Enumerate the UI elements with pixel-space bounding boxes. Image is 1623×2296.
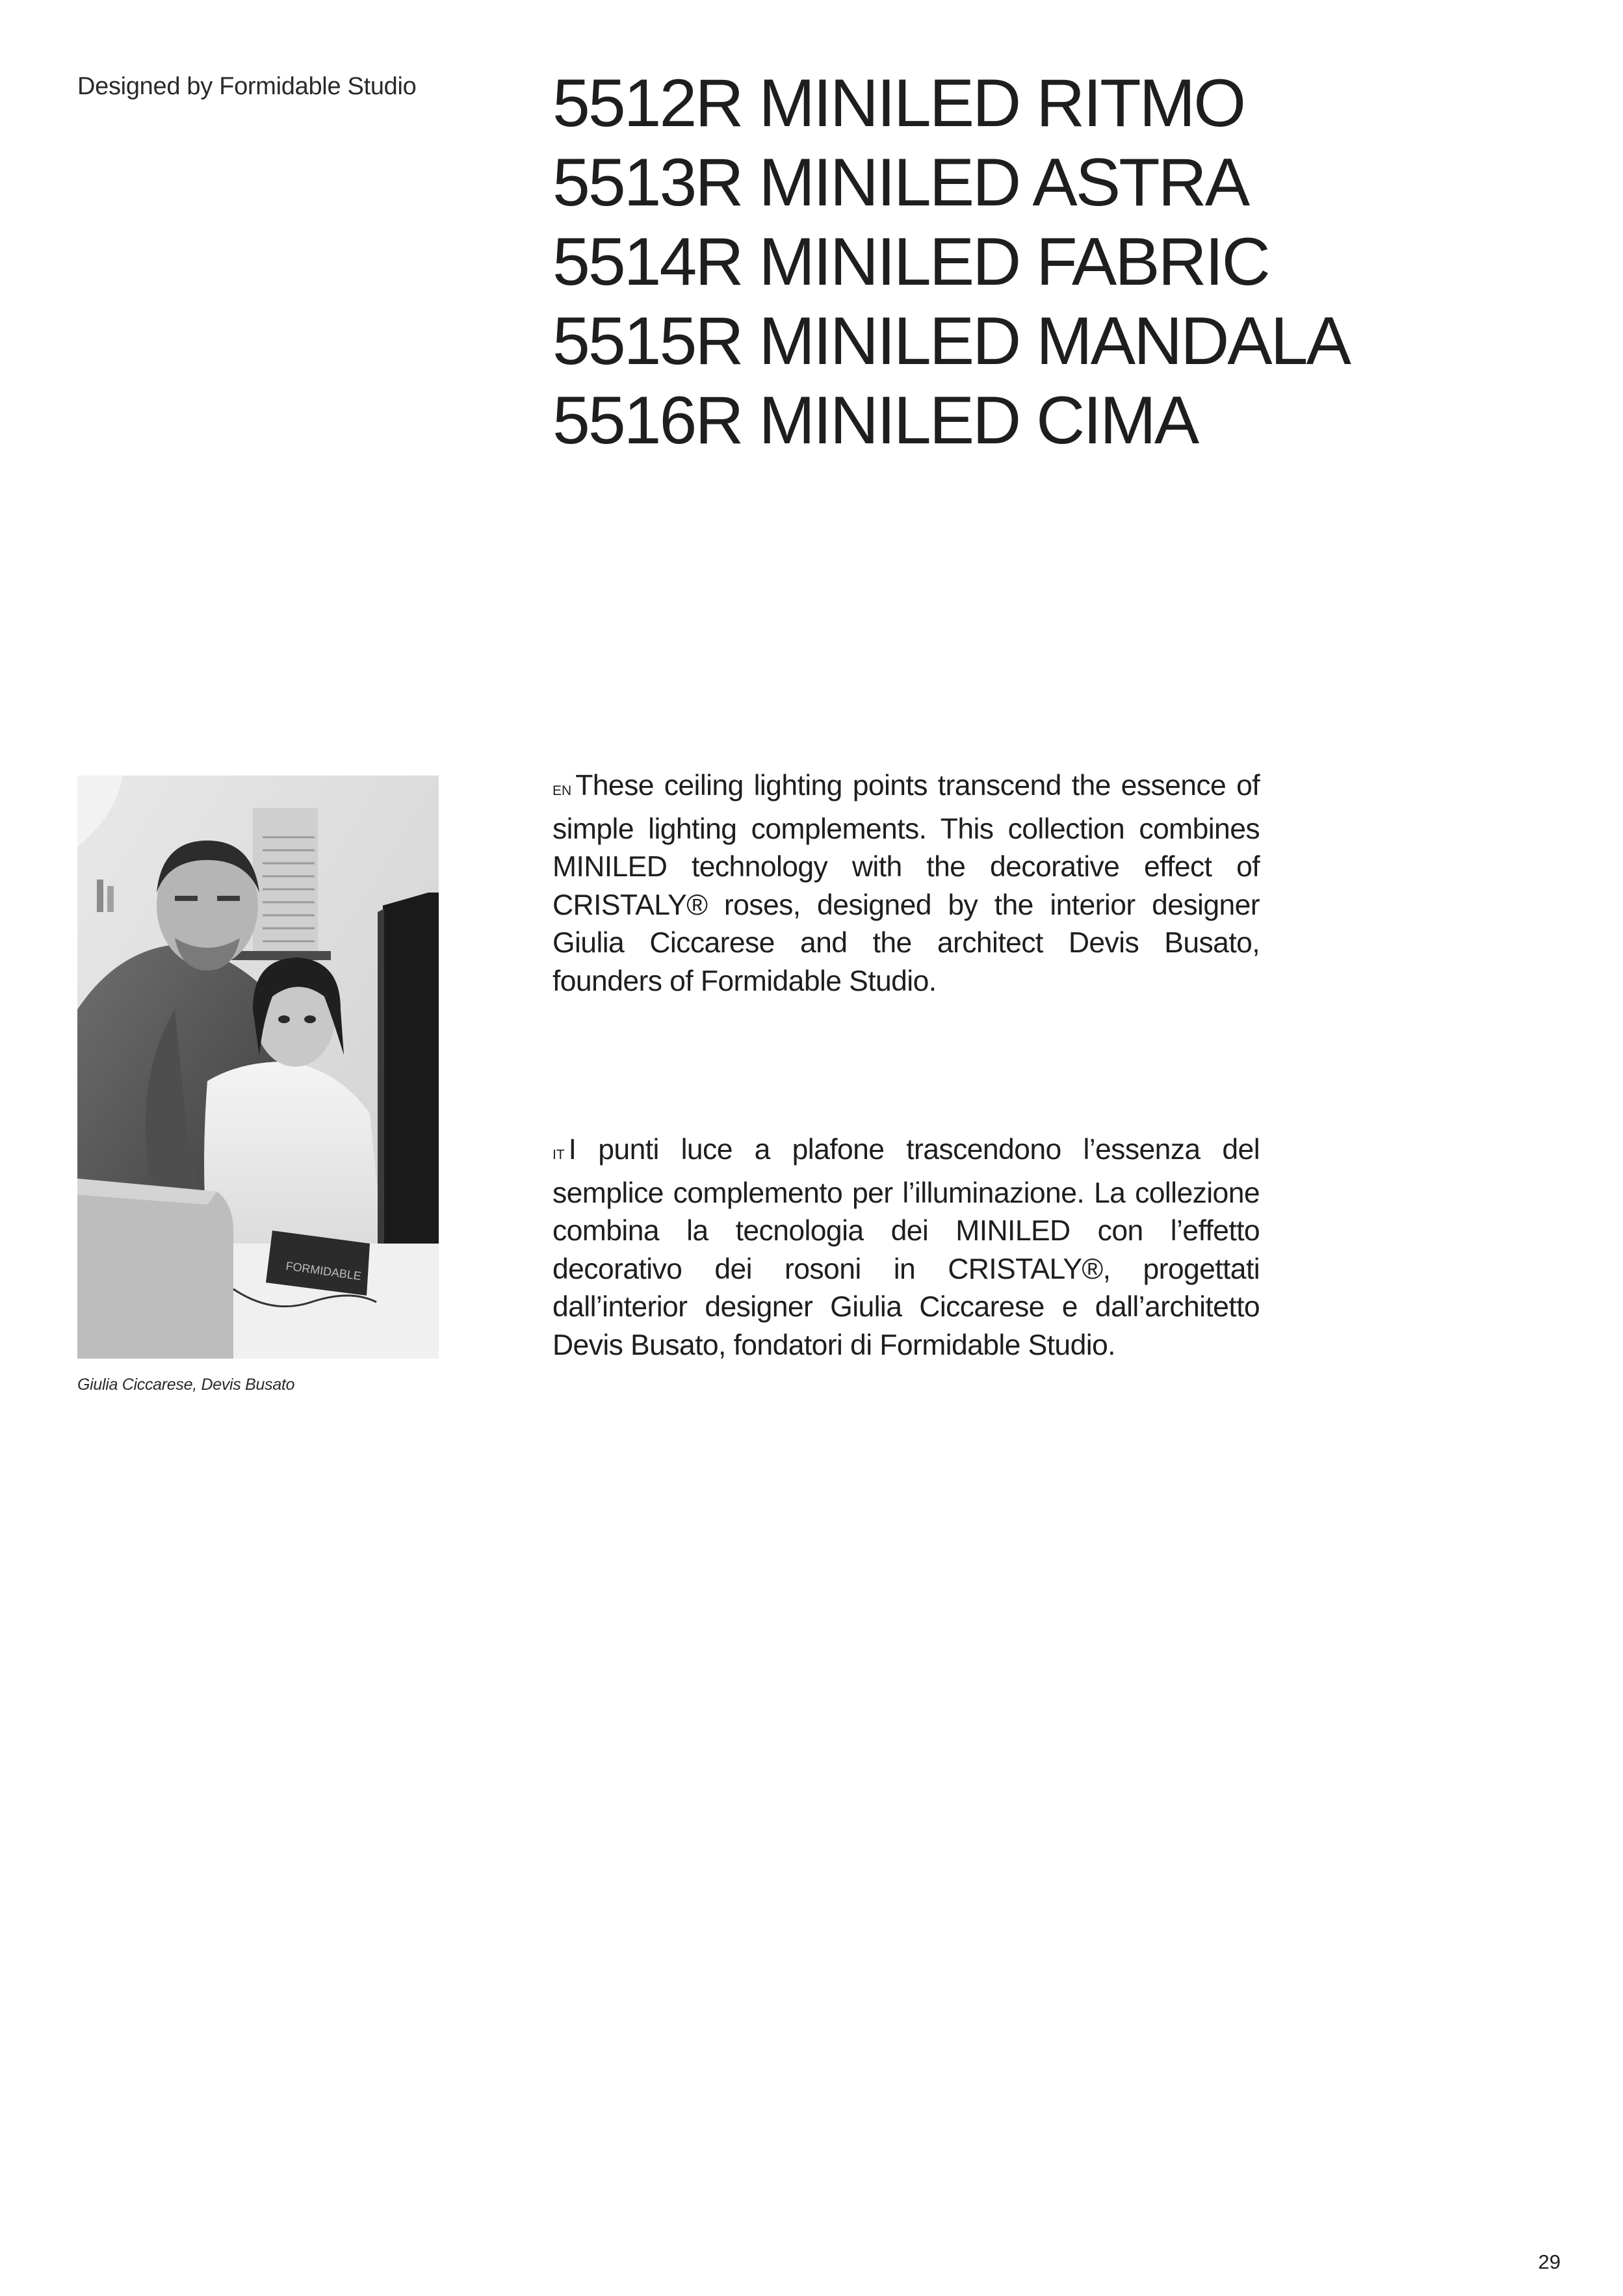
language-tag-it: IT <box>552 1147 565 1162</box>
designer-credit: Designed by Formidable Studio <box>77 73 417 100</box>
product-title: 5514R MINILED FABRIC <box>552 224 1269 300</box>
product-title-list <box>552 64 1349 460</box>
designers-photo <box>77 776 439 1359</box>
page-number: 29 <box>1538 2250 1561 2273</box>
description-en <box>552 767 1260 1000</box>
product-title: 5512R MINILED RITMO <box>552 66 1245 141</box>
box-logo-text: FORMIDABLE <box>285 1259 363 1283</box>
product-title: 5516R MINILED CIMA <box>552 383 1198 458</box>
language-tag-en: EN <box>552 783 572 798</box>
description-it-text: I punti luce a plafone trascendono l’essenza del semplice complemento per l’illuminazione. La collezione combina la tecnologia dei MINILED con l’effetto decorativo dei rosoni in CRISTALY®, progettati dall’interior designer Giulia Ciccarese e dall’architetto Devis Busato, fondatori di Formidable Studio. <box>552 1134 1260 1361</box>
description-en-text: These ceiling lighting points transcend the essence of simple lighting complements. This collection combines MINILED technology with the decorative effect of CRISTALY® roses, designed by the interior designer Giulia Ciccarese and the architect Devis Busato, founders of Formidable Studio. <box>552 770 1260 997</box>
designers-photo-illustration <box>77 776 439 1359</box>
photo-caption: Giulia Ciccarese, Devis Busato <box>77 1376 295 1394</box>
product-title: 5513R MINILED ASTRA <box>552 145 1249 220</box>
description-it <box>552 1131 1260 1364</box>
product-title: 5515R MINILED MANDALA <box>552 304 1349 379</box>
